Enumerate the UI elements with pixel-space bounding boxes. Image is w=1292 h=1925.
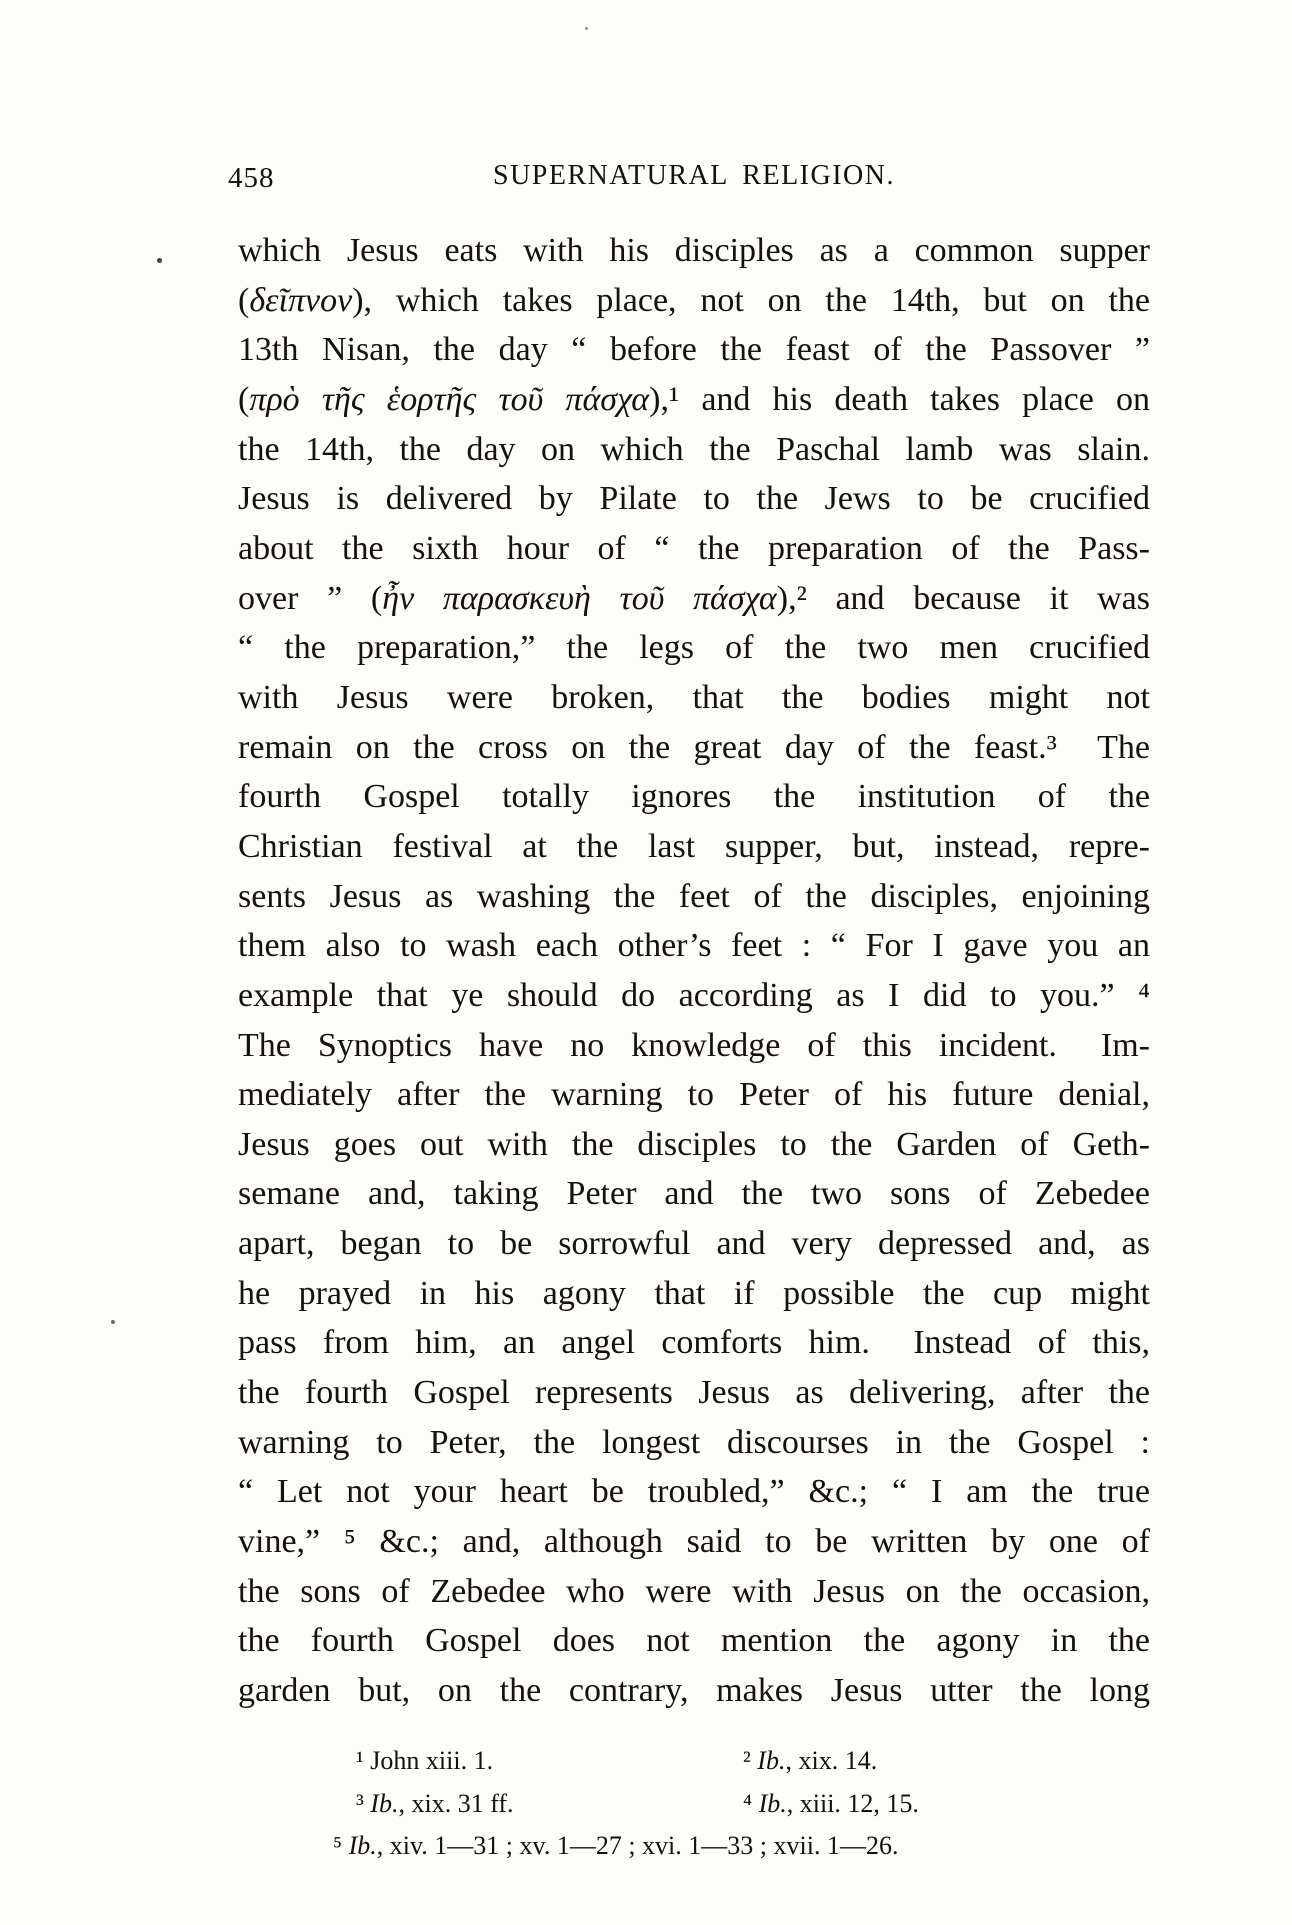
footnote-2: ² Ib., xix. 14. [743,1746,878,1775]
page-header [228,160,1150,194]
text-line: “ the preparation,” the legs of the two men crucified [238,629,1150,667]
text-line: Jesus goes out with the disciples to the Garden of Geth- [238,1125,1150,1163]
text-line: warning to Peter, the longest discourses in the Gospel : [238,1423,1150,1461]
text-line: semane and, taking Peter and the two sons of Zebedee [238,1175,1150,1213]
text-line: 13th Nisan, the day “ before the feast of the Passover ” [238,331,1150,369]
text-line: them also to wash each other’s feet : “ For I gave you an [238,927,1150,965]
text-line: pass from him, an angel comforts him. Instead of this, [238,1324,1150,1362]
text-line: which Jesus eats with his disciples as a common supper [238,232,1150,269]
footnotes [238,1740,1150,1868]
page-number: 458 [228,162,275,194]
text-line: Jesus is delivered by Pilate to the Jews to be crucified [238,480,1150,518]
scan-speck [111,1320,115,1324]
footnote-3: ³ Ib., xix. 31 ff. [356,1788,514,1818]
text-line: the fourth Gospel does not mention the agony in the [238,1622,1150,1660]
scan-speck [585,27,588,30]
footnote-row [238,1825,1150,1868]
text-line: remain on the cross on the great day of the feast.³ The [238,728,1150,766]
footnote-row [238,1740,1150,1783]
footnote-1: ¹ John xiii. 1. [356,1746,494,1775]
text-line: over ” (ἦν παρασκευὴ τοῦ πάσχα),² and because it was [238,579,1150,617]
text-line: (πρὸ τῆς ἑορτῆς τοῦ πάσχα),¹ and his death takes place on [238,380,1150,418]
text-line: sents Jesus as washing the feet of the disciples, enjoining [238,877,1150,915]
footnote-4: ⁴ Ib., xiii. 12, 15. [743,1788,919,1818]
text-line: garden but, on the contrary, makes Jesus utter the long [238,1672,1150,1710]
text-line: he prayed in his agony that if possible the cup might [238,1274,1150,1312]
body-text [238,226,1150,1716]
text-line: “ Let not your heart be troubled,” &c.; “ I am the true [238,1473,1150,1511]
text-line: example that ye should do according as I did to you.” ⁴ [238,976,1150,1014]
text-line: the 14th, the day on which the Paschal lamb was slain. [238,430,1150,468]
text-line: apart, began to be sorrowful and very depressed and, as [238,1225,1150,1263]
text-line: fourth Gospel totally ignores the institution of the [238,778,1150,816]
running-title: SUPERNATURAL RELIGION. [493,160,895,191]
scan-speck [157,258,162,263]
footnote-row [238,1783,1150,1826]
footnote-5: ⁵ Ib., xiv. 1—31 ; xv. 1—27 ; xvi. 1—33 ; xvii. 1—26. [333,1831,899,1860]
text-line: vine,” ⁵ &c.; and, although said to be written by one of [238,1523,1150,1561]
text-line: the sons of Zebedee who were with Jesus on the occasion, [238,1572,1150,1610]
text-line: mediately after the warning to Peter of his future denial, [238,1076,1150,1114]
text-line: (δεῖπνον), which takes place, not on the 14th, but on the [238,281,1150,319]
text-line: about the sixth hour of “ the preparation of the Pass- [238,529,1150,567]
text-line: with Jesus were broken, that the bodies might not [238,678,1150,716]
text-line: The Synoptics have no knowledge of this incident. Im- [238,1026,1150,1064]
text-line: Christian festival at the last supper, but, instead, repre- [238,827,1150,865]
text-line: the fourth Gospel represents Jesus as delivering, after the [238,1374,1150,1412]
